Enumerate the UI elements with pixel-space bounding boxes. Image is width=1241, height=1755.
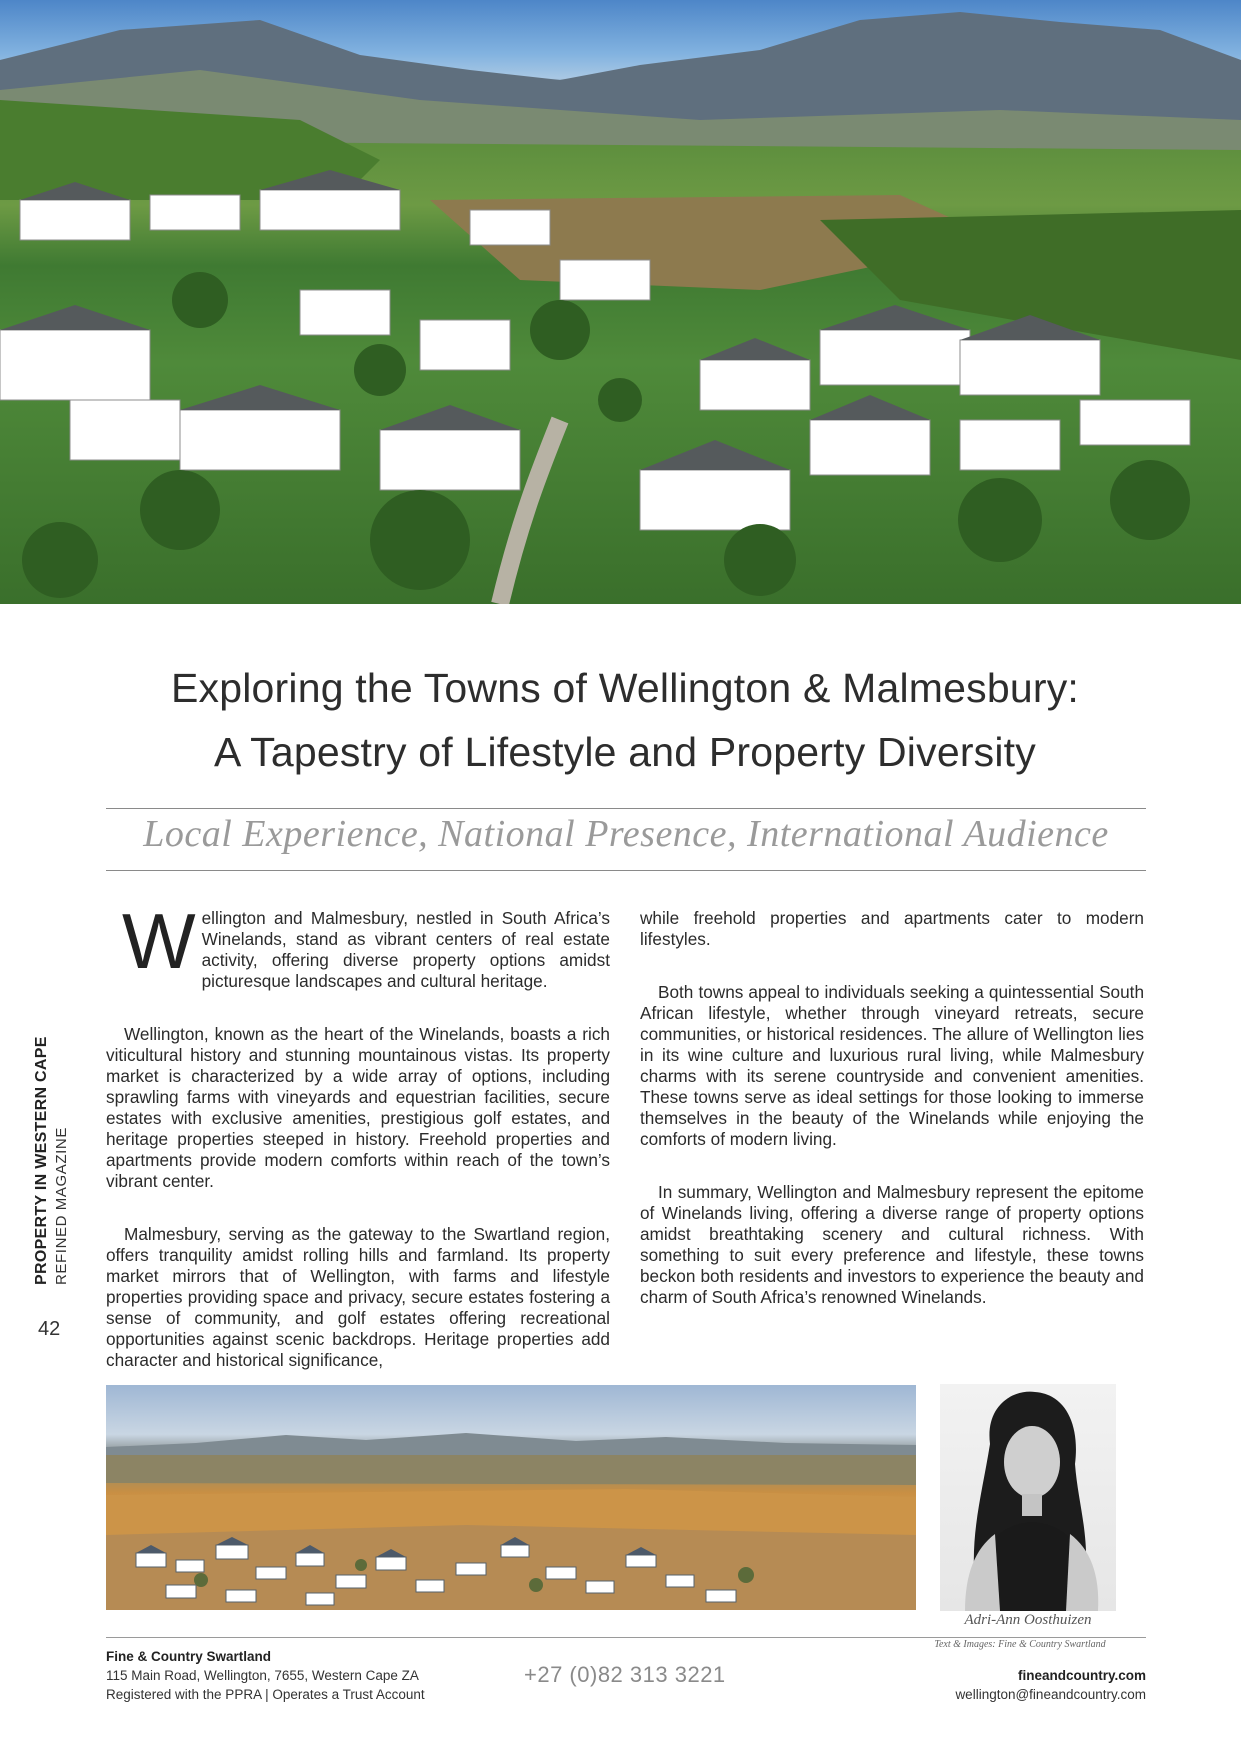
article-column-right: [640, 908, 1144, 1340]
drop-cap: W: [122, 897, 196, 985]
phone-number[interactable]: +27 (0)82 313 3221: [524, 1662, 726, 1687]
hero-photo-illustration: [0, 0, 1241, 604]
paragraph-malmesbury: Malmesbury, serving as the gateway to the Swartland region, offers tranquility amidst rolling hills and farmland. Its property market mirrors that of Wellington, with farms and lifestyle properties providing space and privacy, secure estates fostering a sense of community, and golf estates offering recreational opportunities against scenic backdrops. Heritage properties add character and historical significance,: [106, 1224, 610, 1370]
footer-contact: [955, 1666, 1146, 1704]
photo-credit-caption: Text & Images: Fine & Country Swartland: [934, 1639, 1106, 1650]
paragraph-continued: while freehold properties and apartments cater to modern lifestyles.: [640, 908, 1144, 949]
page-number: 42: [38, 1318, 61, 1340]
article-title: [100, 656, 1150, 784]
panorama-illustration: [106, 1385, 916, 1610]
article-column-left: [106, 897, 610, 1403]
malmesbury-aerial-photo: [106, 1385, 916, 1610]
magazine-label: REFINED MAGAZINE: [53, 1127, 70, 1285]
agent-name-caption: Adri-Ann Oosthuizen: [964, 1612, 1092, 1628]
paragraph-intro-text: ellington and Malmesbury, nestled in South Africa’s Winelands, stand as vibrant centers of real estate activity, offering diverse property options amidst picturesque landscapes and cultural heritage.: [201, 908, 610, 991]
firm-name: Fine & Country Swartland: [106, 1649, 272, 1664]
footer-office-details: [106, 1647, 425, 1704]
tagline-rule-top: [106, 808, 1146, 809]
footer-rule: [106, 1637, 1146, 1638]
title-line-2: A Tapestry of Lifestyle and Property Diversity: [214, 729, 1036, 775]
registration-note: Registered with the PPRA | Operates a Trust Account: [106, 1687, 425, 1702]
title-line-1: Exploring the Towns of Wellington & Malmesbury:: [170, 665, 1080, 711]
portrait-illustration: [940, 1384, 1116, 1611]
hero-aerial-photo: [0, 0, 1241, 604]
agent-portrait-photo: [940, 1384, 1116, 1611]
paragraph-both-towns: Both towns appeal to individuals seeking a quintessential South African lifestyle, whether through vineyard retreats, secure communities, or historical residences. The allure of Wellington lies in its wine culture and luxurious rural living, while Malmesbury charms with its serene countryside and convenient amenities. These towns serve as ideal settings for those looking to immerse themselves in the beauty of the Winelands while enjoying the comforts of modern living.: [640, 982, 1144, 1149]
paragraph-intro: [106, 897, 610, 992]
office-address: 115 Main Road, Wellington, 7655, Western Cape ZA: [106, 1668, 419, 1683]
email-link[interactable]: wellington@fineandcountry.com: [955, 1687, 1146, 1702]
website-link[interactable]: fineandcountry.com: [1017, 1668, 1146, 1683]
tagline-rule-bottom: [106, 870, 1146, 871]
tagline: Local Experience, National Presence, International Audience: [143, 813, 1109, 855]
section-label: PROPERTY IN WESTERN CAPE: [33, 1036, 50, 1285]
paragraph-wellington: Wellington, known as the heart of the Winelands, boasts a rich viticultural history and stunning mountainous vistas. Its property market is characterized by a wide array of options, including sprawling farms with vineyards and equestrian facilities, secure estates with exclusive amenities, prestigious golf estates, and heritage properties steeped in history. Freehold properties and apartments provide modern comforts within reach of the town’s vibrant center.: [106, 1024, 610, 1191]
paragraph-summary: In summary, Wellington and Malmesbury represent the epitome of Winelands living, offering a diverse range of property options amidst breathtaking scenery and cultural richness. With something to suit every preference and lifestyle, these towns beckon both residents and investors to experience the beauty and charm of South Africa’s renowned Winelands.: [640, 1182, 1144, 1307]
